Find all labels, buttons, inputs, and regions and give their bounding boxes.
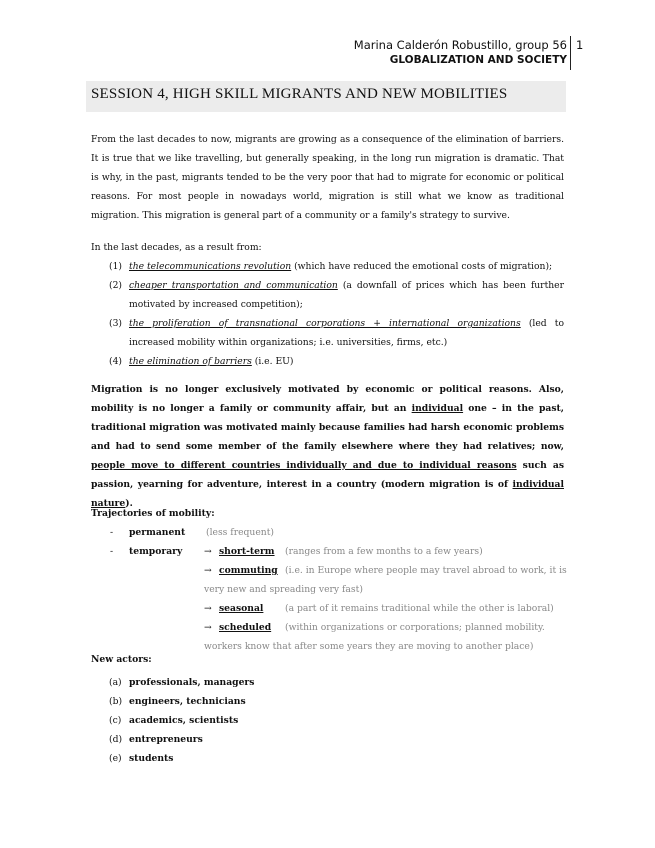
cause-text: (a downfall of prices which has been further motivated by increased competition); <box>129 280 565 310</box>
list-item <box>109 257 564 276</box>
text-run: ). <box>125 498 133 509</box>
actor-text: academics, scientists <box>129 715 239 726</box>
traj-scheduled-note: (within organizations or corporations; planned mobility. <box>285 622 545 633</box>
list-item <box>109 352 564 371</box>
text-run: Migration is no longer exclusively motivated by economic or political reasons. Also, mobility is no longer a family or community affair, but an <box>91 384 564 414</box>
list-item-label: (a) <box>109 677 122 688</box>
list-item-label: (e) <box>109 753 122 764</box>
traj-commuting-note-cont: very new and spreading very fast) <box>204 584 363 595</box>
actor-text: students <box>129 753 174 764</box>
list-item-label: (b) <box>109 696 123 707</box>
mobility-paragraph <box>91 380 564 513</box>
text-run: such as passion, yearning for adventure, interest in a country (modern migration is of <box>91 460 564 490</box>
cause-text: (i.e. EU) <box>251 356 294 367</box>
page-header <box>354 38 567 68</box>
list-item-label: (4) <box>109 356 123 367</box>
cause-link: the elimination of barriers <box>129 356 252 367</box>
actor-text: entrepreneurs <box>129 734 203 745</box>
underlined-term: people move to different countries individually and due to individual reasons <box>91 460 517 471</box>
text-run: one – in the past, traditional migration was motivated mainly because families had harsh economic problems and had to send some member of the family elsewhere where they had relatives; now, <box>91 403 565 452</box>
arrow-right-icon: → <box>204 565 212 576</box>
list-item-label: (1) <box>109 261 123 272</box>
cause-text: (led to increased mobility within organizations; i.e. universities, firms, etc.) <box>129 318 564 348</box>
traj-scheduled-note-cont: workers know that after some years they are moving to another place) <box>204 641 534 652</box>
trajectories-heading: Trajectories of mobility: <box>91 508 215 519</box>
arrow-right-icon: → <box>204 546 212 557</box>
traj-temporary: temporary <box>129 546 183 557</box>
cause-link: the telecommunications revolution <box>129 261 292 272</box>
header-divider <box>570 36 571 70</box>
list-item-label: (2) <box>109 280 123 291</box>
page-title: SESSION 4, HIGH SKILL MIGRANTS AND NEW MOBILITIES <box>91 86 508 102</box>
underlined-term: individual <box>411 403 464 414</box>
arrow-right-icon: → <box>204 603 212 614</box>
list-item <box>109 730 254 749</box>
causes-intro: In the last decades, as a result from: <box>91 242 262 253</box>
list-item-label: (3) <box>109 318 123 329</box>
list-item <box>109 711 254 730</box>
traj-short-term-note: (ranges from a few months to a few years) <box>285 546 483 557</box>
traj-short-term: short-term <box>219 546 275 557</box>
title-banner <box>86 81 566 112</box>
actor-text: engineers, technicians <box>129 696 246 707</box>
causes-list <box>109 257 564 371</box>
traj-seasonal-note: (a part of it remains traditional while the other is laboral) <box>285 603 554 614</box>
actors-list <box>109 673 254 768</box>
header-course: GLOBALIZATION AND SOCIETY <box>389 54 567 66</box>
traj-permanent-note: (less frequent) <box>206 527 274 538</box>
list-item-label: (c) <box>109 715 122 726</box>
cause-text: (which have reduced the emotional costs of migration); <box>291 261 553 272</box>
traj-commuting: commuting <box>219 565 278 576</box>
list-item <box>109 749 254 768</box>
cause-link: cheaper transportation and communication <box>129 280 338 291</box>
list-item <box>109 314 564 352</box>
header-author: Marina Calderón Robustillo, group 56 <box>353 38 567 52</box>
list-item <box>109 673 254 692</box>
bullet-dash: - <box>110 527 114 538</box>
actor-text: professionals, managers <box>129 677 255 688</box>
intro-paragraph: From the last decades to now, migrants are growing as a consequence of the elimination of barriers. It is true that we like travelling, but generally speaking, in the long run migration is dramatic. That is why, in the past, migrants tended to be the very poor that had to migrate for economic or political reasons. For most people in nowadays world, migration is still what we know as traditional migration. This migration is general part of a community or a family's strategy to survive. <box>91 134 564 221</box>
arrow-right-icon: → <box>204 622 212 633</box>
traj-commuting-note: (i.e. in Europe where people may travel abroad to work, it is <box>285 565 567 576</box>
list-item <box>109 692 254 711</box>
list-item-label: (d) <box>109 734 123 745</box>
cause-link: the proliferation of transnational corporations + international organizations <box>129 318 521 329</box>
actors-heading: New actors: <box>91 654 152 665</box>
underlined-term: individual nature <box>91 479 564 509</box>
page-number: 1 <box>576 38 584 52</box>
bullet-dash: - <box>110 546 114 557</box>
list-item <box>109 276 564 314</box>
traj-seasonal: seasonal <box>219 603 264 614</box>
traj-permanent: permanent <box>129 527 186 538</box>
traj-scheduled: scheduled <box>219 622 272 633</box>
